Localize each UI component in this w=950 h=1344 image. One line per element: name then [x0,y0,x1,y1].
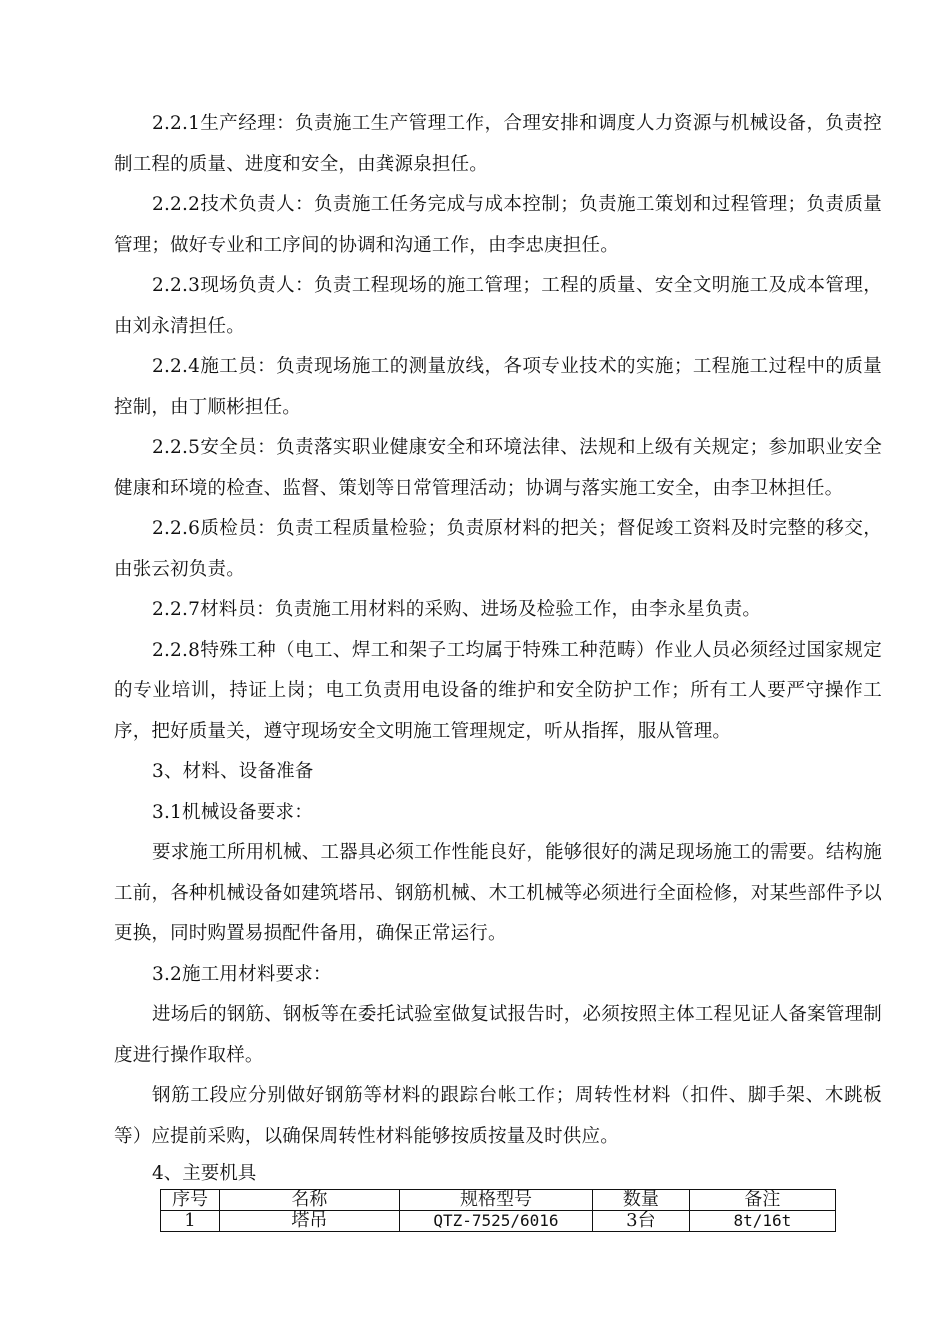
paragraph-2-2-4: 2.2.4施工员：负责现场施工的测量放线，各项专业技术的实施；工程施工过程中的质量控制，由丁顺彬担任。 [114,356,882,418]
table-row [161,1211,836,1232]
cell-quantity: 3台 [593,1211,690,1232]
paragraph-2-2-1: 2.2.1生产经理：负责施工生产管理工作，合理安排和调度人力资源与机械设备，负责控制工程的质量、进度和安全，由龚源泉担任。 [114,113,882,175]
paragraph-2-2-5: 2.2.5安全员：负责落实职业健康安全和环境法律、法规和上级有关规定；参加职业安全健康和环境的检查、监督、策划等日常管理活动；协调与落实施工安全，由李卫林担任。 [114,437,882,499]
header-name: 名称 [219,1190,399,1211]
cell-index: 1 [161,1211,220,1232]
document-body [114,104,882,1232]
paragraph-2-2-8: 2.2.8特殊工种（电工、焊工和架子工均属于特殊工种范畴）作业人员必须经过国家规定的专业培训，持证上岗；电工负责用电设备的维护和安全防护工作；所有工人要严守操作工序，把好质量关，遵守现场安全文明施工管理规定，听从指挥，服从管理。 [114,639,882,742]
header-index: 序号 [161,1190,220,1211]
section-heading-4: 4、主要机具 [152,1163,257,1184]
section-heading-3: 3、材料、设备准备 [152,761,314,782]
header-model: 规格型号 [399,1190,592,1211]
header-quantity: 数量 [593,1190,690,1211]
equipment-table [160,1189,836,1232]
cell-remarks: 8t/16t [689,1211,835,1232]
paragraph-2-2-3: 2.2.3现场负责人：负责工程现场的施工管理；工程的质量、安全文明施工及成本管理，由刘永清担任。 [114,275,882,337]
paragraph-3-1-body: 要求施工所用机械、工器具必须工作性能良好，能够很好的满足现场施工的需要。结构施工前，各种机械设备如建筑塔吊、钢筋机械、木工机械等必须进行全面检修，对某些部件予以更换，同时购置易损配件备用，确保正常运行。 [114,842,882,944]
table-header-row [161,1190,836,1211]
cell-name: 塔吊 [219,1211,399,1232]
paragraph-2-2-7: 2.2.7材料员：负责施工用材料的采购、进场及检验工作，由李永星负责。 [152,599,762,620]
paragraph-3-2-body-1: 进场后的钢筋、钢板等在委托试验室做复试报告时，必须按照主体工程见证人备案管理制度进行操作取样。 [114,1004,882,1066]
subsection-heading-3-2: 3.2施工用材料要求： [152,963,332,985]
header-remarks: 备注 [689,1190,835,1211]
paragraph-2-2-2: 2.2.2技术负责人：负责施工任务完成与成本控制；负责施工策划和过程管理；负责质量管理；做好专业和工序间的协调和沟通工作，由李忠庚担任。 [114,194,882,256]
paragraph-3-2-body-2: 钢筋工段应分别做好钢筋等材料的跟踪台帐工作；周转性材料（扣件、脚手架、木跳板等）应提前采购，以确保周转性材料能够按质按量及时供应。 [114,1085,882,1147]
cell-model: QTZ-7525/6016 [399,1211,592,1232]
paragraph-2-2-6: 2.2.6质检员：负责工程质量检验；负责原材料的把关；督促竣工资料及时完整的移交，由张云初负责。 [114,518,882,580]
subsection-heading-3-1: 3.1机械设备要求： [152,801,313,823]
